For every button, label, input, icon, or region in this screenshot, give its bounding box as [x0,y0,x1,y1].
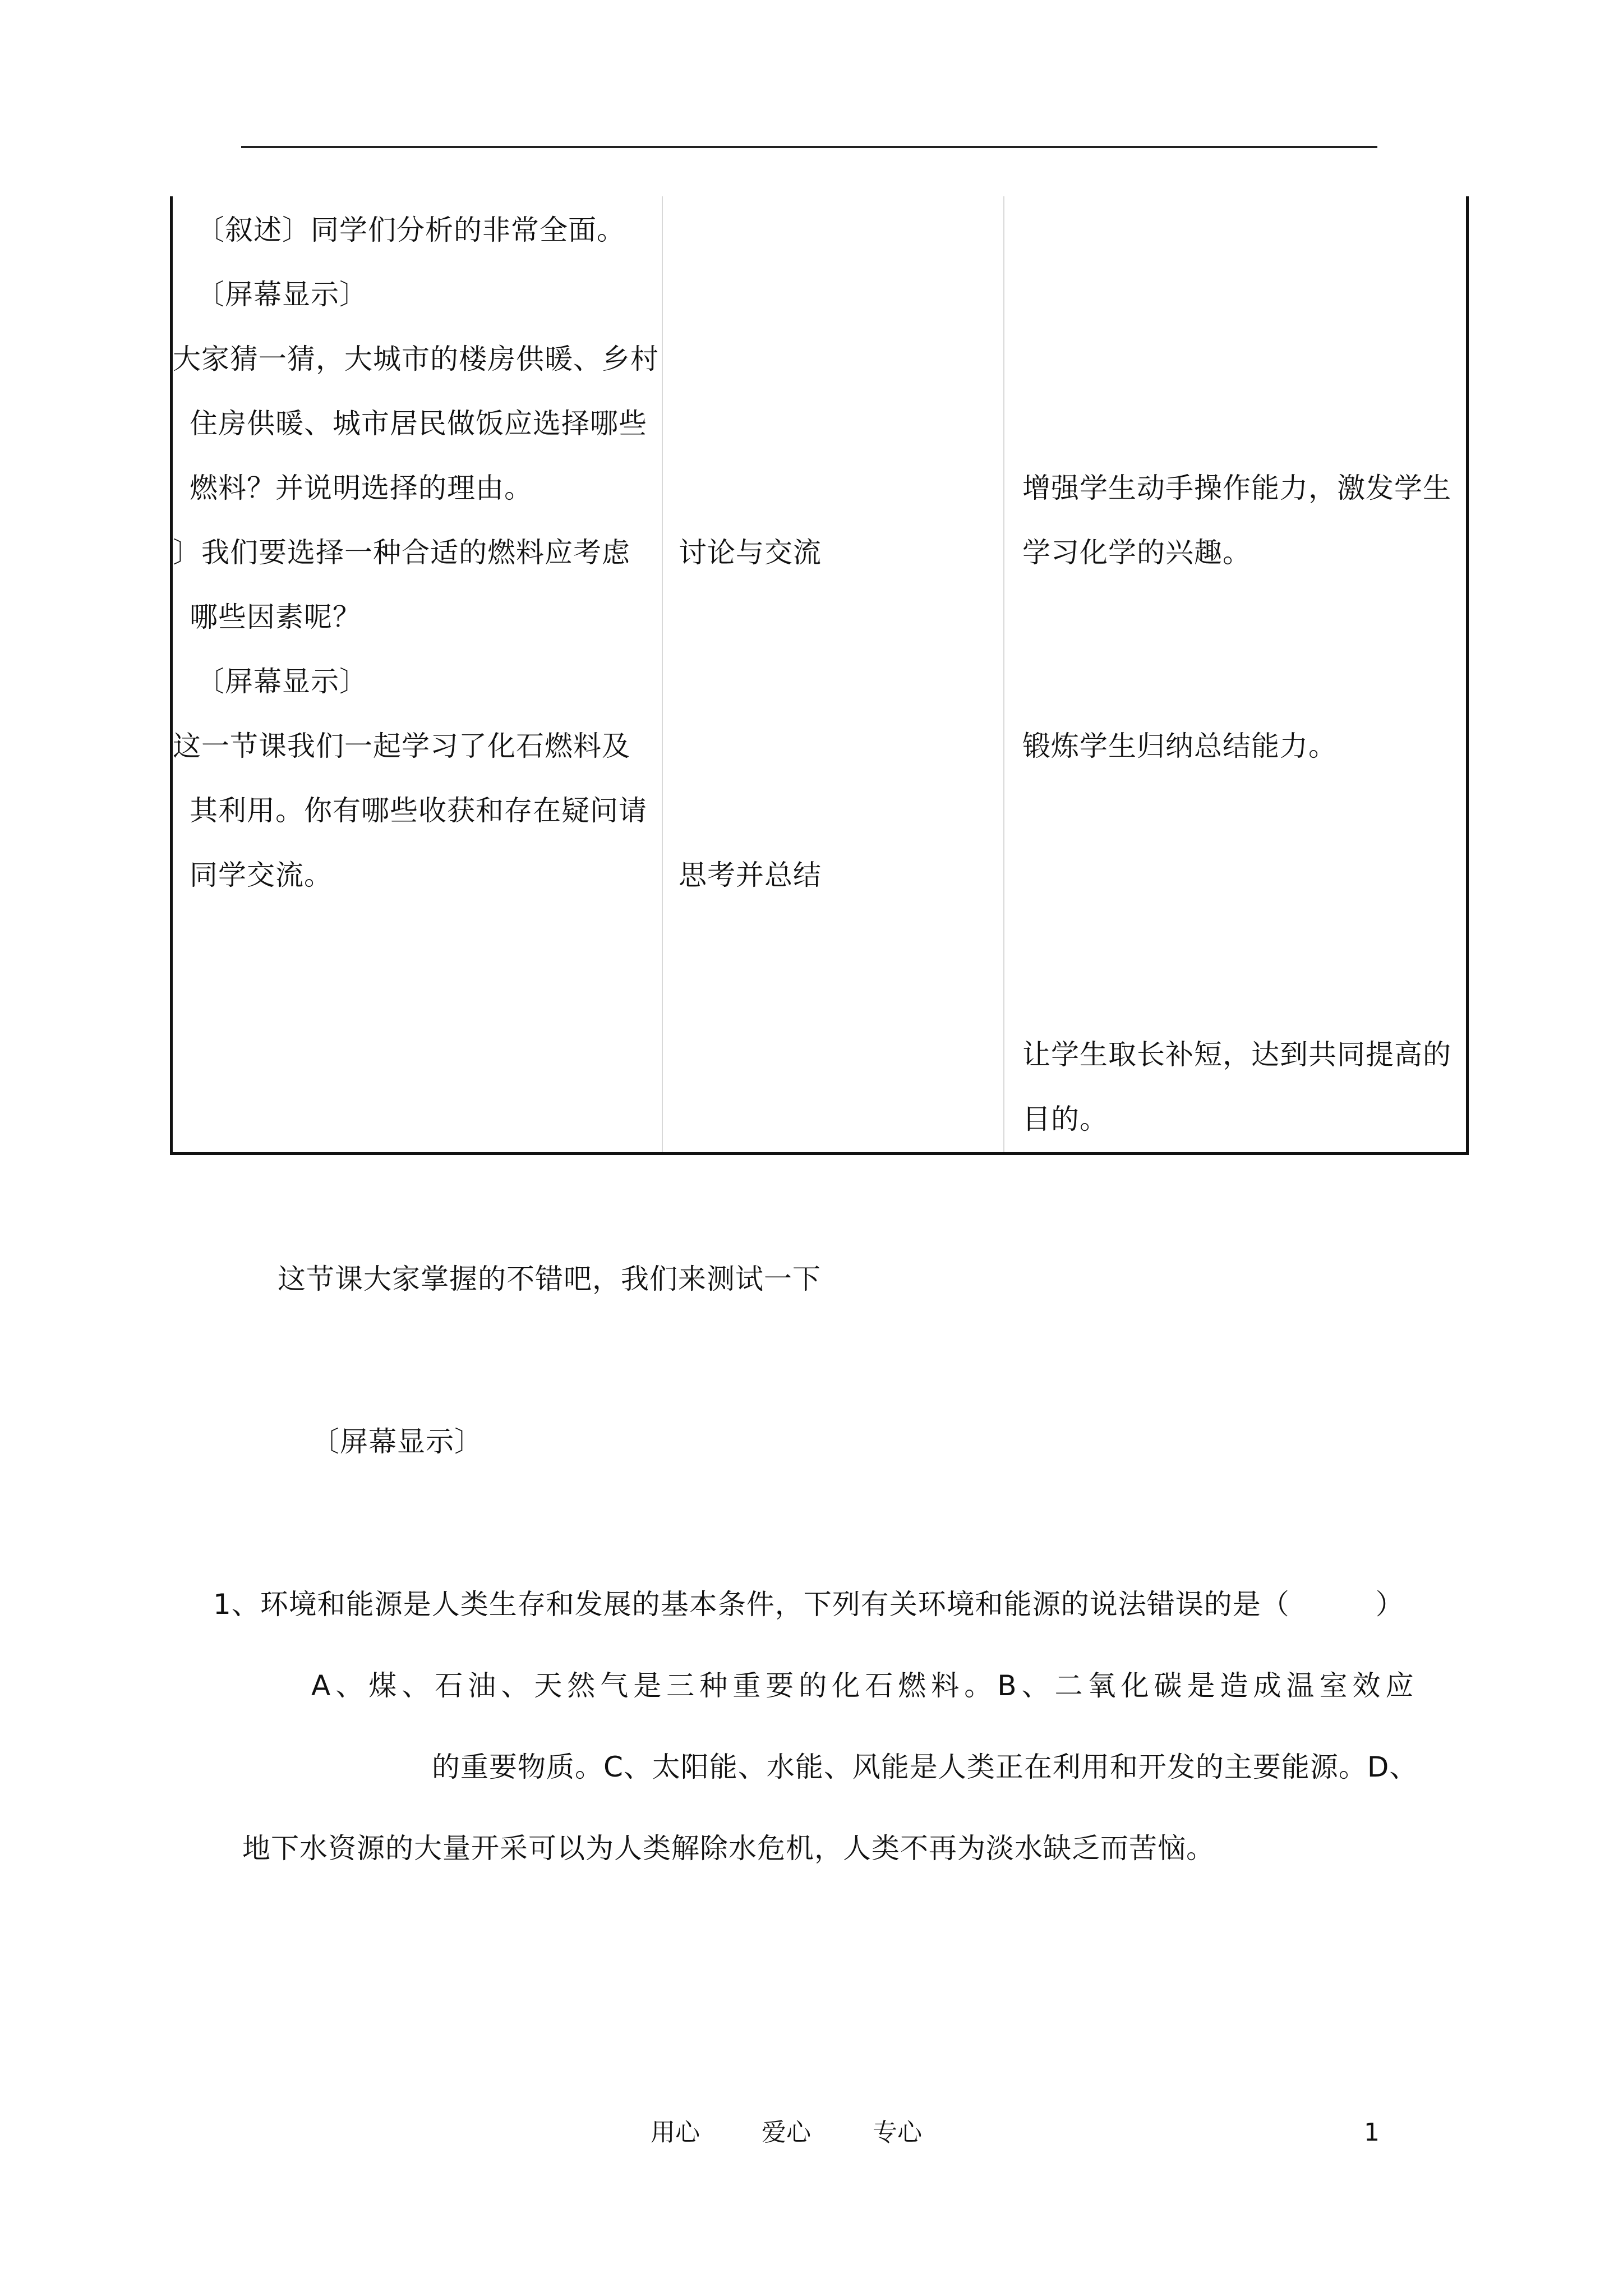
student-activity-line: 思考并总结 [679,859,822,891]
quiz-options-line: 地下水资源的大量开采可以为人类解除水危机，人类不再为淡水缺乏而苦恼。 [242,1832,1215,1865]
quiz-question: 1、环境和能源是人类生存和发展的基本条件，下列有关环境和能源的说法错误的是（ ） [213,1588,1404,1621]
column-divider [662,196,663,1152]
footer-motto: 用心 [651,2118,700,2147]
column-divider [1003,196,1004,1152]
screen-display-label: 〔屏幕显示〕 [311,1425,483,1458]
design-intent-line: 锻炼学生归纳总结能力。 [1022,730,1337,762]
page-number: 1 [1364,2118,1380,2147]
design-intent-line: 目的。 [1022,1103,1108,1135]
design-intent-line: 学习化学的兴趣。 [1022,536,1251,569]
teacher-activity-line: 哪些因素呢？ [190,601,361,633]
teacher-activity-line: 其利用。你有哪些收获和存在疑问请 [190,794,647,827]
teacher-activity-line: 住房供暖、城市居民做饭应选择哪些 [190,407,647,440]
teacher-activity-line: 同学交流。 [190,859,333,891]
teacher-activity-line: 〔叙述〕同学们分析的非常全面。 [196,214,625,246]
design-intent-line: 增强学生动手操作能力，激发学生 [1022,472,1451,504]
teacher-activity-line: 燃料？并说明选择的理由。 [190,472,533,504]
footer-motto: 专心 [873,2118,922,2147]
teacher-activity-line: 〔屏幕显示〕 [196,278,368,311]
lesson-table [170,196,1469,1155]
teacher-activity-line: 〕我们要选择一种合适的燃料应考虑 [173,536,630,569]
footer-motto: 爱心 [762,2118,811,2147]
quiz-options-line: A、煤、石油、天然气是三种重要的化石燃料。B、二氧化碳是造成温室效应 [311,1669,1419,1702]
design-intent-line: 让学生取长补短，达到共同提高的 [1022,1038,1451,1071]
header-rule [241,146,1377,148]
teacher-activity-line: 〔屏幕显示〕 [196,665,368,698]
intro-text: 这节课大家掌握的不错吧，我们来测试一下 [278,1263,821,1295]
teacher-activity-line: 这一节课我们一起学习了化石燃料及 [173,730,630,762]
quiz-options-line: 的重要物质。C、太阳能、水能、风能是人类正在利用和开发的主要能源。D、 [432,1751,1418,1783]
student-activity-line: 讨论与交流 [679,536,822,569]
teacher-activity-line: 大家猜一猜，大城市的楼房供暖、乡村 [173,343,659,375]
